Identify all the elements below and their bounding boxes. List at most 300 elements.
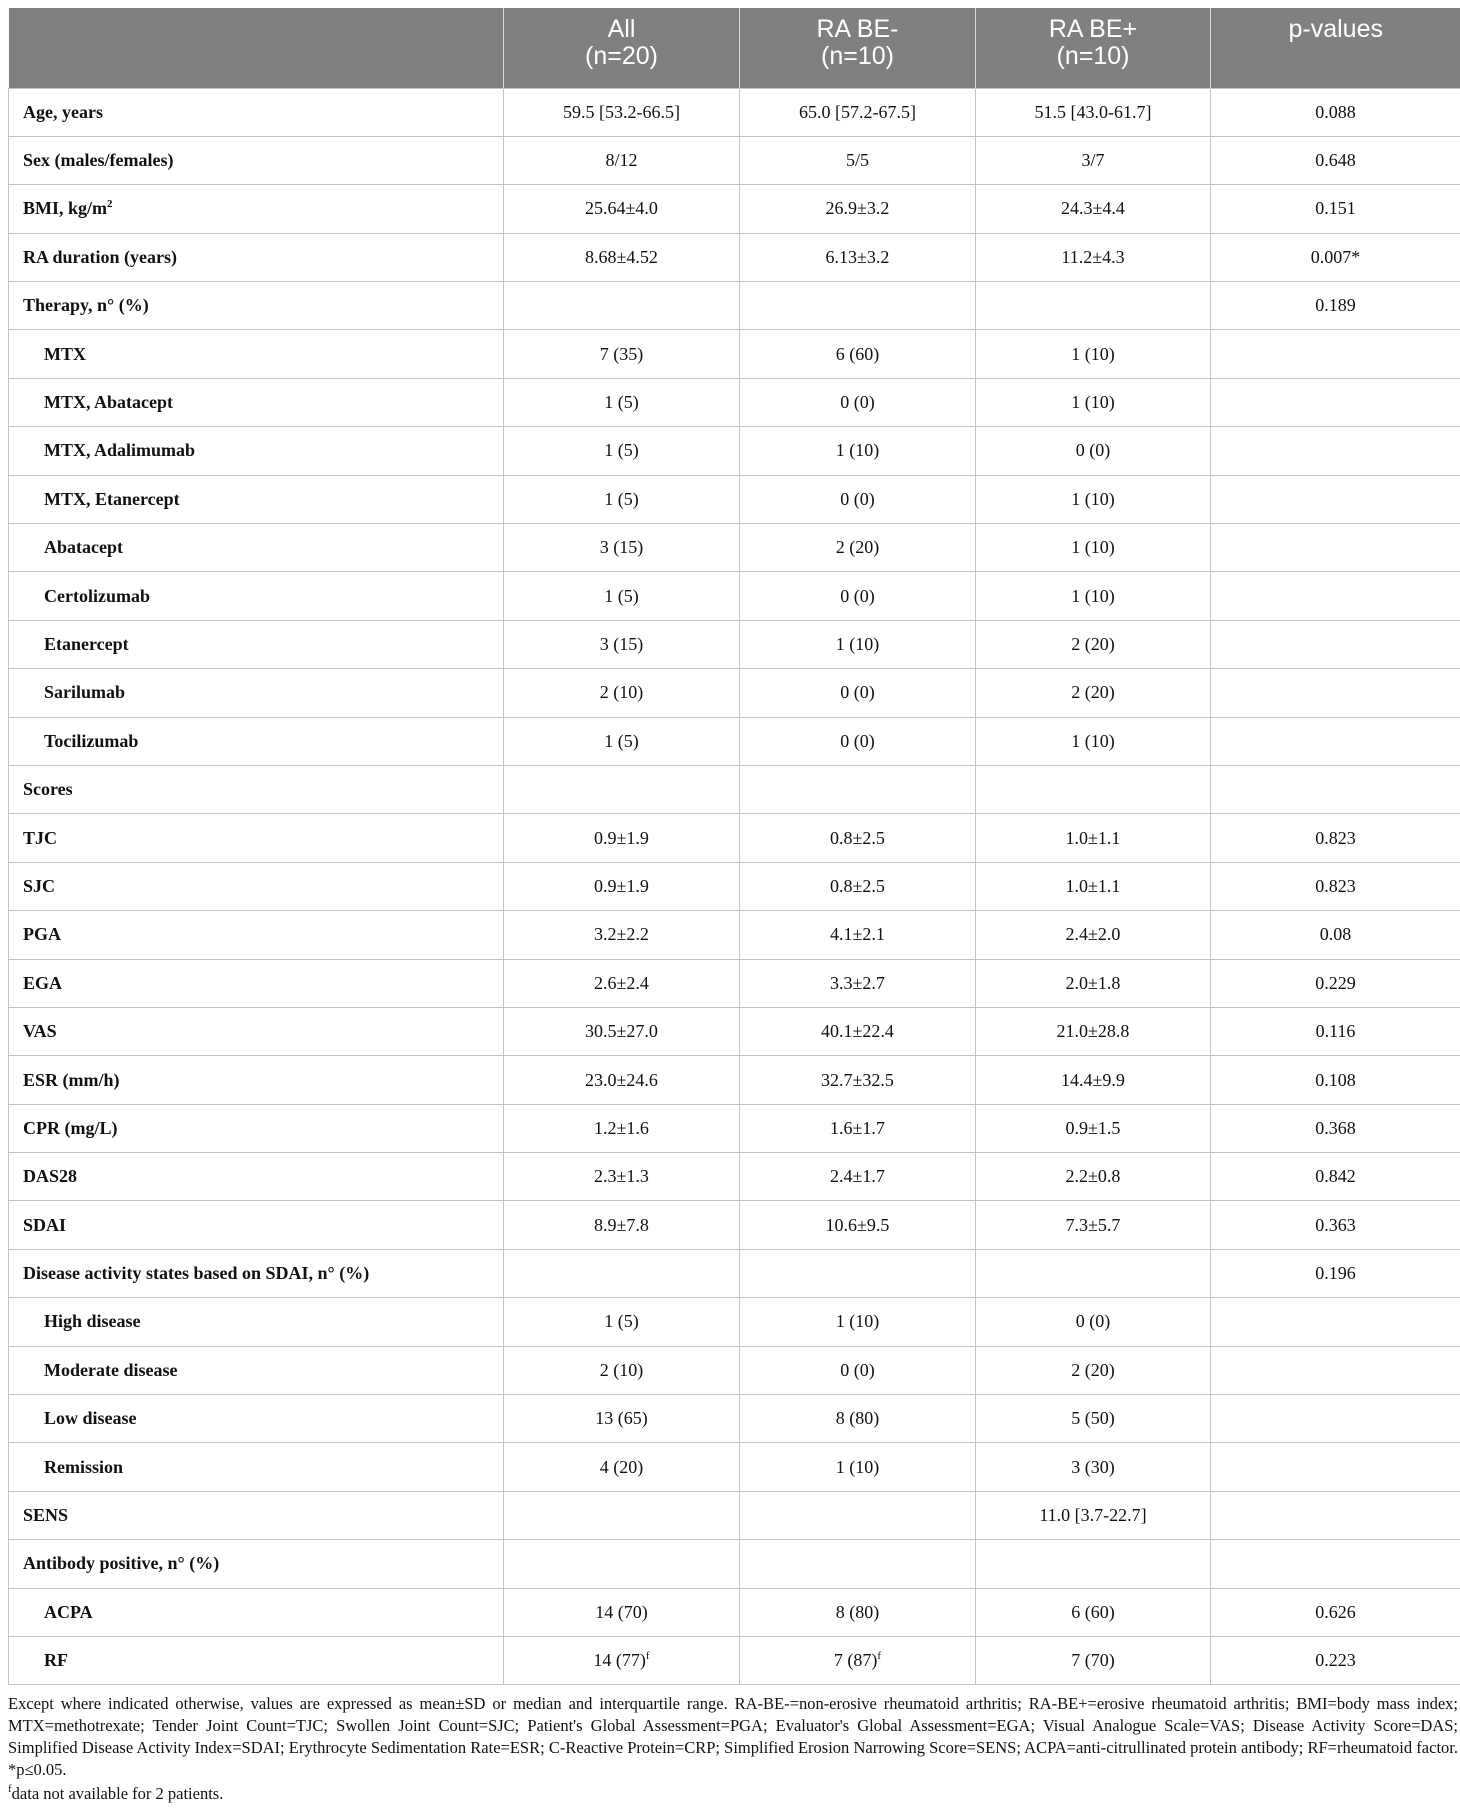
all-value: [504, 814, 740, 862]
row-label-text: MTX, Etanercept: [44, 488, 180, 509]
ra-be-pos-value: [976, 1249, 1211, 1297]
ra-be-neg-value: [740, 1104, 976, 1152]
p-value: [1211, 1298, 1460, 1346]
all-value: [504, 717, 740, 765]
ra-be-neg-value: [740, 1395, 976, 1443]
p-value-text: 0.648: [1315, 150, 1356, 171]
ra-be-pos-value: [976, 765, 1211, 813]
p-value-text: 0.196: [1315, 1263, 1356, 1284]
ra-be-neg-value: [740, 330, 976, 378]
row-label-superscript: 2: [107, 198, 113, 211]
p-value: [1211, 1201, 1460, 1249]
ra-be-pos-value-text: 2 (20): [1071, 633, 1115, 654]
ra-be-pos-value-text: 3 (30): [1071, 1456, 1115, 1477]
ra-be-pos-value: [976, 1104, 1211, 1152]
all-value-text: 14 (77): [593, 1650, 646, 1671]
row-label-text: Low disease: [44, 1408, 137, 1429]
all-value: [504, 378, 740, 426]
table-row: [9, 88, 1460, 136]
all-value: [504, 959, 740, 1007]
ra-be-pos-value-text: 1 (10): [1071, 730, 1115, 751]
ra-be-neg-value: [740, 1153, 976, 1201]
ra-be-neg-value-text: 1 (10): [835, 633, 880, 654]
ra-be-neg-value-text: 32.7±32.5: [821, 1069, 894, 1090]
ra-be-pos-value: [976, 378, 1211, 426]
ra-be-neg-value-text: 65.0 [57.2-67.5]: [799, 101, 916, 122]
ra-be-pos-value-text: 0.9±1.5: [1065, 1117, 1121, 1138]
table-row: [9, 233, 1460, 281]
ra-be-pos-value: [976, 1153, 1211, 1201]
p-value-text: 0.108: [1315, 1069, 1356, 1090]
all-value-text: 3.2±2.2: [594, 924, 649, 945]
ra-be-neg-value-text: 6 (60): [835, 343, 880, 364]
ra-be-neg-value: [740, 717, 976, 765]
ra-be-pos-value-text: 1.0±1.1: [1065, 827, 1121, 848]
row-label: [9, 378, 504, 426]
ra-be-neg-value: [740, 669, 976, 717]
row-label-text: SENS: [23, 1505, 69, 1526]
table-row: [9, 1056, 1460, 1104]
row-label-text: Tocilizumab: [44, 730, 139, 751]
row-label: [9, 717, 504, 765]
ra-be-pos-value-text: 21.0±28.8: [1056, 1021, 1130, 1042]
ra-be-neg-value: [740, 1637, 976, 1685]
row-label-text: EGA: [23, 972, 63, 993]
all-value-superscript: f: [645, 1650, 650, 1663]
ra-be-neg-value-text: 2.4±1.7: [830, 1166, 885, 1187]
ra-be-neg-value-text: 0 (0): [840, 488, 875, 509]
p-value-text: 0.151: [1315, 198, 1356, 219]
row-label: [9, 427, 504, 475]
row-label-text: Moderate disease: [44, 1359, 178, 1380]
ra-be-pos-value-text: 2 (20): [1071, 1359, 1115, 1380]
row-label: [9, 814, 504, 862]
ra-be-pos-value-text: 0 (0): [1075, 1311, 1111, 1332]
table-row: [9, 1443, 1460, 1491]
ra-be-neg-value: [740, 1346, 976, 1394]
all-value-text: 0.9±1.9: [594, 875, 649, 896]
all-value: [504, 1056, 740, 1104]
ra-be-pos-value: [976, 1201, 1211, 1249]
row-label: [9, 765, 504, 813]
all-value-text: 8.9±7.8: [594, 1214, 649, 1235]
p-value: [1211, 282, 1460, 330]
ra-be-neg-value: [740, 136, 976, 184]
ra-be-pos-value-text: 2.0±1.8: [1065, 972, 1121, 993]
table-page: [8, 8, 1460, 1805]
ra-be-pos-value-text: 2 (20): [1071, 682, 1115, 703]
p-value-text: 0.088: [1315, 101, 1356, 122]
row-label-text: Scores: [23, 779, 73, 800]
row-label-text: BMI, kg/m: [23, 198, 108, 219]
p-value-text: 0.223: [1315, 1650, 1356, 1671]
p-value-text: 0.189: [1315, 295, 1356, 316]
header-all: [504, 8, 740, 88]
ra-be-pos-value: [976, 1588, 1211, 1636]
all-value-text: 2.3±1.3: [594, 1166, 649, 1187]
p-value: [1211, 1588, 1460, 1636]
row-label: [9, 1298, 504, 1346]
row-label: [9, 1201, 504, 1249]
table-row: [9, 427, 1460, 475]
ra-be-pos-value: [976, 862, 1211, 910]
p-value: [1211, 1153, 1460, 1201]
ra-be-neg-value: [740, 572, 976, 620]
all-value: [504, 1007, 740, 1055]
all-value: [504, 88, 740, 136]
p-value-text: 0.842: [1315, 1166, 1356, 1187]
p-value: [1211, 1007, 1460, 1055]
ra-be-neg-value: [740, 1007, 976, 1055]
p-value: [1211, 330, 1460, 378]
table-row: [9, 330, 1460, 378]
all-value-text: 1 (5): [604, 440, 639, 461]
all-value-text: 2 (10): [599, 1359, 644, 1380]
ra-be-pos-value-text: 1 (10): [1071, 537, 1115, 558]
row-label-text: Etanercept: [44, 633, 129, 654]
row-label-text: RF: [44, 1650, 68, 1671]
p-value-text: 0.626: [1315, 1601, 1356, 1622]
p-value-text: 0.823: [1315, 827, 1356, 848]
row-label: [9, 524, 504, 572]
ra-be-neg-value-text: 0 (0): [840, 1359, 875, 1380]
ra-be-neg-value: [740, 378, 976, 426]
row-label-text: High disease: [44, 1311, 141, 1332]
row-label-text: Sex (males/females): [23, 150, 174, 171]
ra-be-pos-value-text: 51.5 [43.0-61.7]: [1034, 101, 1152, 122]
p-value: [1211, 669, 1460, 717]
all-value: [504, 1201, 740, 1249]
header-row: [9, 8, 1460, 88]
ra-be-neg-value: [740, 1201, 976, 1249]
table-row: [9, 1298, 1460, 1346]
p-value: [1211, 959, 1460, 1007]
ra-be-neg-value-text: 5/5: [845, 150, 869, 171]
p-value: [1211, 1346, 1460, 1394]
row-label-text: DAS28: [23, 1166, 78, 1187]
header-ra-be-neg-title: RA BE-: [816, 15, 899, 43]
all-value: [504, 765, 740, 813]
ra-be-neg-value-text: 0.8±2.5: [830, 827, 885, 848]
ra-be-neg-value: [740, 765, 976, 813]
ra-be-neg-value-text: 1.6±1.7: [830, 1117, 885, 1138]
ra-be-neg-value: [740, 814, 976, 862]
all-value-text: 3 (15): [599, 537, 644, 558]
ra-be-neg-value-superscript: f: [877, 1650, 882, 1663]
all-value: [504, 524, 740, 572]
row-label: [9, 1540, 504, 1588]
row-label: [9, 330, 504, 378]
p-value: [1211, 862, 1460, 910]
ra-be-pos-value: [976, 524, 1211, 572]
all-value-text: 0.9±1.9: [594, 827, 649, 848]
row-label-text: Age, years: [23, 101, 103, 122]
all-value: [504, 185, 740, 233]
all-value: [504, 330, 740, 378]
p-value: [1211, 620, 1460, 668]
row-label: [9, 862, 504, 910]
row-label-text: Abatacept: [44, 537, 123, 558]
header-label-column: [9, 8, 504, 88]
all-value-text: 2.6±2.4: [594, 972, 649, 993]
table-row: [9, 1104, 1460, 1152]
p-value: [1211, 1443, 1460, 1491]
table-footnote-availability: [8, 1783, 1460, 1805]
ra-be-pos-value-text: 3/7: [1081, 150, 1105, 171]
ra-be-neg-value: [740, 1491, 976, 1539]
table-row: [9, 959, 1460, 1007]
row-label: [9, 233, 504, 281]
table-row: [9, 1491, 1460, 1539]
p-value: [1211, 88, 1460, 136]
ra-be-pos-value-text: 1 (10): [1071, 392, 1115, 413]
table-row: [9, 524, 1460, 572]
ra-be-neg-value: [740, 1298, 976, 1346]
table-row: [9, 378, 1460, 426]
table-row: [9, 185, 1460, 233]
table-footnote: Except where indicated otherwise, values are expressed as mean±SD or median and interquartile range. RA-BE-=non-erosive rheumatoid arthritis; RA-BE+=erosive rheumatoid arthritis; BMI=body mass index; MTX=methotrexate; Tender Joint Count=TJC; Swollen Joint Count=SJC; Patient's Global Assessment=PGA; Evaluator's Global Assessment=EGA; Visual Analogue Scale=VAS; Disease Activity Score=DAS; Simplified Disease Activity Index=SDAI; Erythrocyte Sedimentation Rate=ESR; C-Reactive Protein=CRP; Simplified Erosion Narrowing Score=SENS; ACPA=anti-citrullinated protein antibody; RF=rheumatoid factor. *p≤0.05.: [8, 1694, 1458, 1780]
ra-be-neg-value-text: 6.13±3.2: [825, 246, 890, 267]
row-label-text: SDAI: [23, 1214, 67, 1235]
row-label: [9, 669, 504, 717]
ra-be-neg-value: [740, 282, 976, 330]
all-value-text: 30.5±27.0: [585, 1021, 658, 1042]
all-value-text: 13 (65): [595, 1408, 648, 1429]
ra-be-pos-value: [976, 959, 1211, 1007]
ra-be-pos-value: [976, 136, 1211, 184]
table-row: [9, 1007, 1460, 1055]
ra-be-pos-value-text: 7.3±5.7: [1065, 1214, 1121, 1235]
ra-be-pos-value: [976, 1056, 1211, 1104]
row-label-text: MTX: [44, 343, 86, 364]
p-value: [1211, 1056, 1460, 1104]
p-value: [1211, 1491, 1460, 1539]
all-value: [504, 282, 740, 330]
all-value: [504, 620, 740, 668]
ra-be-pos-value: [976, 427, 1211, 475]
row-label: [9, 959, 504, 1007]
row-label: [9, 1056, 504, 1104]
p-value: [1211, 572, 1460, 620]
all-value: [504, 1104, 740, 1152]
ra-be-neg-value-text: 0 (0): [840, 682, 875, 703]
p-value: [1211, 185, 1460, 233]
row-label-text: PGA: [23, 924, 61, 945]
table-row: [9, 911, 1460, 959]
ra-be-pos-value-text: 1 (10): [1071, 585, 1115, 606]
ra-be-pos-value-text: 0 (0): [1075, 440, 1111, 461]
all-value-text: 23.0±24.6: [585, 1069, 658, 1090]
ra-be-pos-value-text: 11.2±4.3: [1061, 246, 1125, 267]
row-label-text: Sarilumab: [44, 682, 126, 703]
all-value: [504, 1491, 740, 1539]
ra-be-pos-value-text: 1.0±1.1: [1065, 875, 1121, 896]
footnote-marker: f: [8, 1783, 12, 1796]
table-row: [9, 814, 1460, 862]
header-ra-be-neg-n: (n=10): [821, 42, 894, 70]
ra-be-pos-value: [976, 620, 1211, 668]
all-value: [504, 1346, 740, 1394]
ra-be-neg-value: [740, 185, 976, 233]
ra-be-neg-value: [740, 88, 976, 136]
ra-be-pos-value: [976, 911, 1211, 959]
ra-be-neg-value: [740, 427, 976, 475]
ra-be-neg-value-text: 4.1±2.1: [830, 924, 885, 945]
all-value: [504, 475, 740, 523]
p-value: [1211, 524, 1460, 572]
p-value: [1211, 717, 1460, 765]
ra-be-pos-value-text: 11.0 [3.7-22.7]: [1039, 1505, 1147, 1526]
table-row: [9, 765, 1460, 813]
p-value: [1211, 1395, 1460, 1443]
all-value: [504, 1395, 740, 1443]
header-ra-be-pos: [976, 8, 1211, 88]
ra-be-neg-value: [740, 233, 976, 281]
all-value-text: 8.68±4.52: [585, 246, 658, 267]
p-value-text: 0.823: [1315, 875, 1356, 896]
p-value-text: 0.229: [1315, 972, 1356, 993]
row-label-text: ESR (mm/h): [23, 1069, 120, 1090]
ra-be-neg-value-text: 8 (80): [835, 1408, 880, 1429]
ra-be-neg-value-text: 1 (10): [835, 1456, 880, 1477]
p-value: [1211, 765, 1460, 813]
all-value: [504, 1298, 740, 1346]
row-label-text: Antibody positive, n° (%): [23, 1553, 220, 1574]
ra-be-pos-value: [976, 717, 1211, 765]
header-all-n: (n=20): [585, 42, 658, 70]
all-value-text: 4 (20): [599, 1456, 644, 1477]
ra-be-neg-value: [740, 1443, 976, 1491]
ra-be-neg-value: [740, 1056, 976, 1104]
ra-be-neg-value: [740, 475, 976, 523]
ra-be-pos-value-text: 7 (70): [1071, 1650, 1115, 1671]
row-label-text: CPR (mg/L): [23, 1117, 118, 1138]
ra-be-pos-value: [976, 1637, 1211, 1685]
table-row: [9, 620, 1460, 668]
ra-be-neg-value-text: 0 (0): [840, 730, 875, 751]
ra-be-pos-value: [976, 1491, 1211, 1539]
p-value: [1211, 136, 1460, 184]
ra-be-pos-value: [976, 475, 1211, 523]
table-body: [9, 88, 1460, 1685]
row-label-text: Certolizumab: [44, 585, 150, 606]
ra-be-neg-value: [740, 911, 976, 959]
all-value: [504, 1443, 740, 1491]
header-ra-be-neg: [740, 8, 976, 88]
row-label-text: Disease activity states based on SDAI, n° (%): [23, 1263, 370, 1284]
table-row: [9, 1588, 1460, 1636]
ra-be-pos-value: [976, 233, 1211, 281]
all-value: [504, 1637, 740, 1685]
ra-be-neg-value-text: 40.1±22.4: [821, 1021, 894, 1042]
p-value-text: 0.08: [1319, 924, 1352, 945]
all-value-text: 8/12: [605, 150, 638, 171]
row-label-text: Therapy, n° (%): [23, 295, 149, 316]
row-label: [9, 282, 504, 330]
row-label-text: ACPA: [44, 1601, 93, 1622]
row-label: [9, 1637, 504, 1685]
all-value-text: 1 (5): [604, 585, 639, 606]
all-value-text: 7 (35): [599, 343, 644, 364]
p-value: [1211, 378, 1460, 426]
ra-be-neg-value: [740, 620, 976, 668]
table-row: [9, 282, 1460, 330]
row-label: [9, 1007, 504, 1055]
ra-be-pos-value: [976, 1007, 1211, 1055]
ra-be-pos-value: [976, 572, 1211, 620]
ra-be-pos-value-text: 6 (60): [1071, 1601, 1115, 1622]
ra-be-neg-value-text: 3.3±2.7: [830, 972, 885, 993]
row-label: [9, 1443, 504, 1491]
ra-be-pos-value: [976, 814, 1211, 862]
row-label: [9, 136, 504, 184]
row-label: [9, 1249, 504, 1297]
table-row: [9, 717, 1460, 765]
header-ra-be-pos-title: RA BE+: [1048, 15, 1138, 43]
all-value-text: 1 (5): [604, 392, 639, 413]
table-row: [9, 1395, 1460, 1443]
ra-be-neg-value: [740, 862, 976, 910]
all-value: [504, 233, 740, 281]
row-label-text: MTX, Adalimumab: [44, 440, 196, 461]
ra-be-pos-value-text: 5 (50): [1071, 1408, 1115, 1429]
p-value: [1211, 1249, 1460, 1297]
p-value: [1211, 427, 1460, 475]
p-value: [1211, 1540, 1460, 1588]
ra-be-pos-value-text: 2.2±0.8: [1065, 1166, 1121, 1187]
ra-be-pos-value: [976, 1395, 1211, 1443]
ra-be-pos-value-text: 2.4±2.0: [1065, 924, 1121, 945]
p-value: [1211, 233, 1460, 281]
table-header: [9, 8, 1460, 88]
row-label: [9, 1153, 504, 1201]
row-label: [9, 1491, 504, 1539]
all-value-text: 3 (15): [599, 633, 644, 654]
table-row: [9, 572, 1460, 620]
all-value: [504, 136, 740, 184]
table-row: [9, 1201, 1460, 1249]
all-value-text: 25.64±4.0: [585, 198, 658, 219]
ra-be-pos-value: [976, 185, 1211, 233]
p-value: [1211, 1637, 1460, 1685]
ra-be-neg-value-text: 8 (80): [835, 1601, 880, 1622]
all-value-text: 1 (5): [604, 488, 639, 509]
all-value: [504, 1540, 740, 1588]
ra-be-pos-value: [976, 669, 1211, 717]
p-value-text: 0.368: [1315, 1117, 1356, 1138]
ra-be-pos-value: [976, 330, 1211, 378]
ra-be-neg-value: [740, 1249, 976, 1297]
ra-be-pos-value: [976, 1540, 1211, 1588]
row-label: [9, 185, 504, 233]
all-value-text: 1 (5): [604, 730, 639, 751]
ra-be-pos-value-text: 1 (10): [1071, 343, 1115, 364]
all-value: [504, 1588, 740, 1636]
row-label: [9, 1346, 504, 1394]
table-row: [9, 475, 1460, 523]
header-p-values: [1211, 8, 1460, 88]
ra-be-neg-value-text: 1 (10): [835, 1311, 880, 1332]
row-label: [9, 88, 504, 136]
ra-be-pos-value: [976, 1298, 1211, 1346]
row-label: [9, 475, 504, 523]
all-value-text: 14 (70): [595, 1601, 648, 1622]
all-value-text: 59.5 [53.2-66.5]: [563, 101, 680, 122]
table-row: [9, 1637, 1460, 1685]
table-row: [9, 1540, 1460, 1588]
ra-be-pos-value-text: 14.4±9.9: [1061, 1069, 1125, 1090]
row-label-text: RA duration (years): [23, 246, 177, 267]
